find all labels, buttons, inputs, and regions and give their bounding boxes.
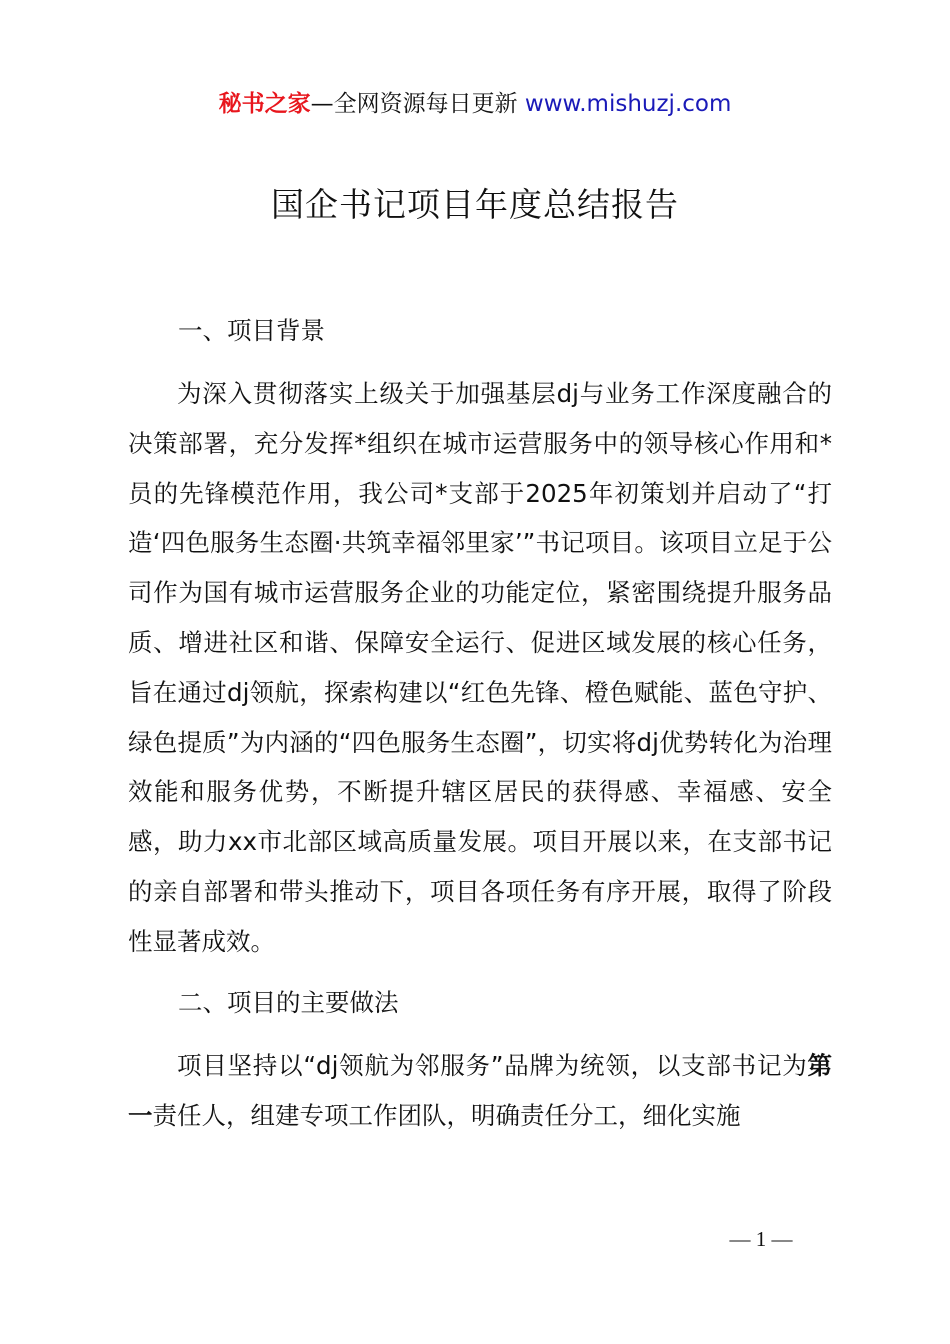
paragraph-methods-start: 项目坚持以“dj领航为邻服务”品牌为统领，以支部书记为 — [177, 1051, 808, 1080]
paragraph-methods-bold: 第一 — [128, 1051, 832, 1130]
paragraph-background: 为深入贯彻落实上级关于加强基层dj与业务工作深度融合的决策部署，充分发挥*组织在城市运营服务中的领导核心作用和*员的先锋模范作用，我公司*支部于2025年初策划并启动了“打造‘四色服务生态圈·共筑幸福邻里家’”书记项目。该项目立足于公司作为国有城市运营服务企业的功能定位，紧密围绕提升服务品质、增进社区和谐、保障安全运行、促进区域发展的核心任务，旨在通过dj领航，探索构建以“红色先锋、橙色赋能、蓝色守护、绿色提质”为内涵的“四色服务生态圈”，切实将dj优势转化为治理效能和服务优势，不断提升辖区居民的获得感、幸福感、安全感，助力xx市北部区域高质量发展。项目开展以来，在支部书记的亲自部署和带头推动下，项目各项任务有序开展，取得了阶段性显著成效。 — [128, 379, 832, 956]
document-title: 国企书记项目年度总结报告 — [271, 185, 679, 224]
paragraph-methods-end: 责任人，组建专项工作团队，明确责任分工，细化实施 — [152, 1100, 741, 1130]
section-body-methods — [128, 1041, 832, 1141]
section-heading-methods: 二、项目的主要做法 — [178, 988, 399, 1017]
site-header — [0, 88, 950, 120]
section-body-background — [128, 369, 832, 967]
brand-name: 秘书之家 — [218, 91, 311, 117]
section-heading-background: 一、项目背景 — [178, 316, 325, 345]
page-number: — 1 — — [729, 1227, 793, 1251]
paragraph-methods — [128, 1041, 832, 1141]
site-url[interactable]: www.mishuzj.com — [524, 91, 732, 117]
header-tagline: —全网资源每日更新 — [310, 91, 525, 117]
